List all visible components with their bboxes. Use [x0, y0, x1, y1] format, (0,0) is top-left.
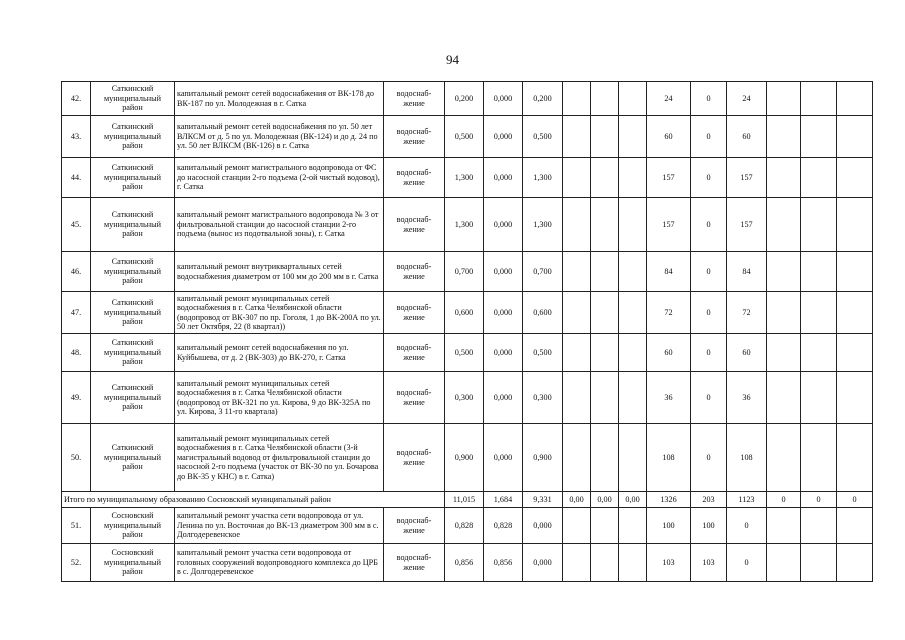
empty-cell [837, 158, 873, 198]
total-cost-c5: 0 [801, 492, 837, 508]
work-type-cell: водоснаб-жение [384, 252, 445, 292]
row-number: 47. [62, 292, 91, 334]
work-name-cell: капитальный ремонт магистрального водопровода № 3 от фильтровальной станции до насосной станции 2-го подъема (вынос из подотвальной зоны), г. Сатка [175, 198, 384, 252]
cost-total-cell: 60 [647, 334, 691, 372]
cost-part1-cell: 0 [691, 198, 727, 252]
empty-cell [619, 158, 647, 198]
empty-cell [837, 252, 873, 292]
length-part1-cell: 0,000 [484, 158, 523, 198]
empty-cell [837, 372, 873, 424]
empty-cell [767, 372, 801, 424]
work-name-cell: капитальный ремонт сетей водоснабжения по ул. 50 лет ВЛКСМ от д. 5 по ул. Молодежная (ВК-124) и до д. 24 по ул. 50 лет ВЛКСМ (ВК-126) в г. Сатка [175, 116, 384, 158]
empty-cell [591, 252, 619, 292]
empty-cell [837, 198, 873, 252]
empty-cell [619, 544, 647, 582]
district-cell: Саткинский муниципальный район [91, 158, 175, 198]
length-part1-cell: 0,828 [484, 508, 523, 544]
length-part2-cell: 0,900 [523, 424, 563, 492]
empty-cell [801, 424, 837, 492]
length-total-cell: 0,856 [445, 544, 484, 582]
total-length-v5: 0,00 [591, 492, 619, 508]
total-cost-c1: 1326 [647, 492, 691, 508]
empty-cell [801, 252, 837, 292]
row-number: 49. [62, 372, 91, 424]
district-cell: Саткинский муниципальный район [91, 424, 175, 492]
district-cell: Сосновский муниципальный район [91, 544, 175, 582]
length-total-cell: 0,900 [445, 424, 484, 492]
empty-cell [619, 252, 647, 292]
table-row [62, 292, 873, 334]
work-type-cell: водоснаб-жение [384, 334, 445, 372]
cost-part2-cell: 60 [727, 334, 767, 372]
work-name-cell: капитальный ремонт магистрального водопровода от ФС до насосной станции 2-го подъема (2-ой чистый водовод), г. Сатка [175, 158, 384, 198]
work-name-cell: капитальный ремонт участка сети водопровода от ул. Ленина по ул. Восточная до ВК-13 диаметром 300 мм в с. Долгодеревенское [175, 508, 384, 544]
length-part2-cell: 0,500 [523, 116, 563, 158]
empty-cell [591, 158, 619, 198]
empty-cell [591, 82, 619, 116]
empty-cell [801, 544, 837, 582]
empty-cell [767, 508, 801, 544]
empty-cell [563, 508, 591, 544]
length-part2-cell: 0,000 [523, 508, 563, 544]
row-number: 42. [62, 82, 91, 116]
empty-cell [619, 424, 647, 492]
length-total-cell: 1,300 [445, 198, 484, 252]
empty-cell [837, 334, 873, 372]
district-cell: Саткинский муниципальный район [91, 82, 175, 116]
total-length-v2: 1,684 [484, 492, 523, 508]
empty-cell [801, 372, 837, 424]
length-part2-cell: 0,000 [523, 544, 563, 582]
total-cost-c4: 0 [767, 492, 801, 508]
work-name-cell: капитальный ремонт участка сети водопровода от головных сооружений водопроводного комплекса до ЦРБ в с. Долгодеревенское [175, 544, 384, 582]
length-part1-cell: 0,856 [484, 544, 523, 582]
empty-cell [767, 334, 801, 372]
work-name-cell: капитальный ремонт муниципальных сетей водоснабжения в г. Сатка Челябинской области (3-й магистральный водовод от фильтровальной станции до насосной 2-го подъема (участок от ВК-30 по ул. Бочарова до ВК-35 у КНС) в г. Сатка) [175, 424, 384, 492]
cost-part1-cell: 103 [691, 544, 727, 582]
district-cell: Саткинский муниципальный район [91, 292, 175, 334]
work-name-cell: капитальный ремонт муниципальных сетей водоснабжения в г. Сатка Челябинской области (водопровод от ВК-307 по пр. Гоголя, 1 до ВК-200А по ул. 50 лет Октября, 22 (8 квартал)) [175, 292, 384, 334]
length-part2-cell: 0,200 [523, 82, 563, 116]
empty-cell [619, 334, 647, 372]
district-cell: Саткинский муниципальный район [91, 252, 175, 292]
work-name-cell: капитальный ремонт сетей водоснабжения по ул. Куйбышева, от д. 2 (ВК-303) до ВК-270, г. Сатка [175, 334, 384, 372]
total-row [62, 492, 873, 508]
empty-cell [767, 116, 801, 158]
table-row [62, 116, 873, 158]
table-row [62, 198, 873, 252]
empty-cell [591, 424, 619, 492]
cost-part1-cell: 0 [691, 334, 727, 372]
row-number: 45. [62, 198, 91, 252]
empty-cell [767, 198, 801, 252]
empty-cell [591, 544, 619, 582]
length-part2-cell: 0,600 [523, 292, 563, 334]
length-part1-cell: 0,000 [484, 334, 523, 372]
table-row [62, 544, 873, 582]
table-row [62, 334, 873, 372]
empty-cell [563, 116, 591, 158]
empty-cell [767, 292, 801, 334]
total-length-v6: 0,00 [619, 492, 647, 508]
cost-total-cell: 60 [647, 116, 691, 158]
empty-cell [837, 424, 873, 492]
length-total-cell: 1,300 [445, 158, 484, 198]
empty-cell [563, 158, 591, 198]
work-type-cell: водоснаб-жение [384, 158, 445, 198]
work-type-cell: водоснаб-жение [384, 372, 445, 424]
empty-cell [801, 82, 837, 116]
cost-part2-cell: 157 [727, 158, 767, 198]
cost-part1-cell: 0 [691, 372, 727, 424]
empty-cell [619, 372, 647, 424]
works-table [61, 81, 873, 582]
empty-cell [563, 334, 591, 372]
work-type-cell: водоснаб-жение [384, 198, 445, 252]
work-name-cell: капитальный ремонт сетей водоснабжения от ВК-178 до ВК-187 по ул. Молодежная в г. Сатка [175, 82, 384, 116]
empty-cell [591, 372, 619, 424]
length-total-cell: 0,300 [445, 372, 484, 424]
empty-cell [591, 292, 619, 334]
table-row [62, 82, 873, 116]
district-cell: Саткинский муниципальный район [91, 372, 175, 424]
cost-part2-cell: 108 [727, 424, 767, 492]
empty-cell [801, 116, 837, 158]
cost-total-cell: 36 [647, 372, 691, 424]
length-part1-cell: 0,000 [484, 82, 523, 116]
cost-total-cell: 72 [647, 292, 691, 334]
total-cost-c2: 203 [691, 492, 727, 508]
length-part1-cell: 0,000 [484, 372, 523, 424]
table-row [62, 158, 873, 198]
table-row [62, 424, 873, 492]
empty-cell [563, 82, 591, 116]
cost-total-cell: 108 [647, 424, 691, 492]
empty-cell [767, 424, 801, 492]
cost-total-cell: 84 [647, 252, 691, 292]
length-part1-cell: 0,000 [484, 198, 523, 252]
page-number: 94 [446, 52, 459, 67]
district-cell: Саткинский муниципальный район [91, 334, 175, 372]
table-row [62, 508, 873, 544]
empty-cell [563, 424, 591, 492]
district-cell: Сосновский муниципальный район [91, 508, 175, 544]
empty-cell [801, 158, 837, 198]
empty-cell [619, 292, 647, 334]
cost-part2-cell: 24 [727, 82, 767, 116]
row-number: 51. [62, 508, 91, 544]
empty-cell [837, 116, 873, 158]
empty-cell [563, 372, 591, 424]
length-part1-cell: 0,000 [484, 116, 523, 158]
empty-cell [837, 292, 873, 334]
length-total-cell: 0,700 [445, 252, 484, 292]
cost-part2-cell: 0 [727, 544, 767, 582]
empty-cell [563, 198, 591, 252]
empty-cell [563, 252, 591, 292]
cost-part1-cell: 100 [691, 508, 727, 544]
total-length-v1: 11,015 [445, 492, 484, 508]
work-type-cell: водоснаб-жение [384, 424, 445, 492]
cost-part1-cell: 0 [691, 158, 727, 198]
empty-cell [767, 158, 801, 198]
total-length-v3: 9,331 [523, 492, 563, 508]
work-type-cell: водоснаб-жение [384, 292, 445, 334]
length-total-cell: 0,200 [445, 82, 484, 116]
row-number: 44. [62, 158, 91, 198]
length-total-cell: 0,600 [445, 292, 484, 334]
total-cost-c3: 1123 [727, 492, 767, 508]
length-part2-cell: 0,300 [523, 372, 563, 424]
empty-cell [801, 198, 837, 252]
cost-part1-cell: 0 [691, 424, 727, 492]
work-type-cell: водоснаб-жение [384, 508, 445, 544]
cost-part1-cell: 0 [691, 292, 727, 334]
empty-cell [591, 508, 619, 544]
row-number: 46. [62, 252, 91, 292]
work-name-cell: капитальный ремонт муниципальных сетей водоснабжения в г. Сатка Челябинской области (водопровод от ВК-321 по ул. Кирова, 9 до ВК-325А по ул. Кирова, 3 11-го квартала) [175, 372, 384, 424]
length-total-cell: 0,828 [445, 508, 484, 544]
cost-part2-cell: 0 [727, 508, 767, 544]
empty-cell [837, 544, 873, 582]
work-name-cell: капитальный ремонт внутриквартальных сетей водоснабжения диаметром от 100 мм до 200 мм в г. Сатка [175, 252, 384, 292]
length-total-cell: 0,500 [445, 334, 484, 372]
table-row [62, 372, 873, 424]
row-number: 43. [62, 116, 91, 158]
table-row [62, 252, 873, 292]
empty-cell [619, 82, 647, 116]
cost-part2-cell: 60 [727, 116, 767, 158]
cost-part2-cell: 84 [727, 252, 767, 292]
work-type-cell: водоснаб-жение [384, 544, 445, 582]
length-part1-cell: 0,000 [484, 424, 523, 492]
cost-part1-cell: 0 [691, 252, 727, 292]
length-part2-cell: 0,700 [523, 252, 563, 292]
total-length-v4: 0,00 [563, 492, 591, 508]
row-number: 48. [62, 334, 91, 372]
total-cost-c6: 0 [837, 492, 873, 508]
cost-part1-cell: 0 [691, 116, 727, 158]
length-part2-cell: 1,300 [523, 198, 563, 252]
empty-cell [591, 116, 619, 158]
empty-cell [591, 198, 619, 252]
cost-total-cell: 157 [647, 198, 691, 252]
district-cell: Саткинский муниципальный район [91, 198, 175, 252]
cost-total-cell: 24 [647, 82, 691, 116]
row-number: 52. [62, 544, 91, 582]
empty-cell [767, 82, 801, 116]
cost-part2-cell: 36 [727, 372, 767, 424]
empty-cell [591, 334, 619, 372]
empty-cell [619, 508, 647, 544]
length-part1-cell: 0,000 [484, 292, 523, 334]
length-part2-cell: 1,300 [523, 158, 563, 198]
empty-cell [563, 292, 591, 334]
cost-total-cell: 103 [647, 544, 691, 582]
empty-cell [837, 508, 873, 544]
empty-cell [767, 252, 801, 292]
empty-cell [801, 334, 837, 372]
empty-cell [619, 116, 647, 158]
cost-total-cell: 100 [647, 508, 691, 544]
cost-total-cell: 157 [647, 158, 691, 198]
empty-cell [767, 544, 801, 582]
empty-cell [563, 544, 591, 582]
work-type-cell: водоснаб-жение [384, 116, 445, 158]
district-cell: Саткинский муниципальный район [91, 116, 175, 158]
cost-part2-cell: 157 [727, 198, 767, 252]
total-label: Итого по муниципальному образованию Сосновский муниципальный район [62, 492, 445, 508]
cost-part2-cell: 72 [727, 292, 767, 334]
length-part1-cell: 0,000 [484, 252, 523, 292]
length-total-cell: 0,500 [445, 116, 484, 158]
cost-part1-cell: 0 [691, 82, 727, 116]
length-part2-cell: 0,500 [523, 334, 563, 372]
empty-cell [801, 508, 837, 544]
empty-cell [619, 198, 647, 252]
empty-cell [801, 292, 837, 334]
empty-cell [837, 82, 873, 116]
work-type-cell: водоснаб-жение [384, 82, 445, 116]
row-number: 50. [62, 424, 91, 492]
